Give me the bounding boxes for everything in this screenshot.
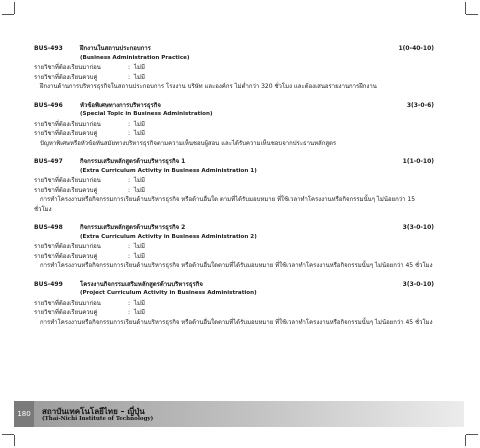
prerequisite-value: ไม่มี (134, 299, 145, 307)
course-description: ปัญหาพิเศษหรือหัวข้อทันสมัยทางบริหารธุรกิจตามความเห็นชอบผู้สอน และได้รับความเห็นชอบจากประธานหลักสูตร (40, 139, 337, 147)
course-title-english: (Project Curriculum Activity in Business Administration) (80, 290, 257, 296)
prerequisite-value: ไม่มี (134, 120, 145, 128)
course-code: BUS-493 (34, 45, 63, 52)
corequisite-row (34, 252, 434, 262)
course-title-thai: กิจกรรมเสริมหลักสูตรด้านบริหารธุรกิจ 1 (80, 158, 186, 165)
colon: : (127, 73, 131, 81)
course-title-english: (Extra Curriculum Activity in Business Administration 2) (80, 233, 257, 240)
course-entry (34, 280, 434, 328)
colon: : (127, 186, 131, 194)
course-description: การทำโครงงานหรือกิจกรรมการเรียนด้านบริหารธุรกิจ หรือด้านอื่นใดตามที่ได้รับมอบหมาย ที่ใช้เวลาทำโครงงานหรือกิจกรรมนั้นๆ ไม่น้อยกว่า 45 ชั่วโมง (40, 262, 433, 269)
course-code: BUS-498 (34, 224, 63, 231)
course-title-thai: ฝึกงานในสถานประกอบการ (80, 45, 151, 52)
corequisite-row (34, 308, 434, 318)
corequisite-label: รายวิชาที่ต้องเรียนควบคู่ (34, 130, 98, 137)
course-description: ฝึกงานด้านการบริหารธุรกิจในสถานประกอบการ โรงงาน บริษัท และองค์กร ไม่ต่ำกว่า 320 ชั่วโมง และต้องเสนอรายงานการฝึกงาน (40, 83, 377, 90)
course-entry (34, 157, 434, 214)
course-heading (34, 44, 434, 54)
course-credit: 1(0-40-10) (398, 45, 434, 52)
crop-mark-top-right-h (466, 14, 478, 15)
colon: : (127, 243, 131, 250)
course-title-thai: โครงงานกิจกรรมเสริมหลักสูตรด้านบริหารธุรกิจ (80, 280, 203, 288)
corequisite-label: รายวิชาที่ต้องเรียนควบคู่ (34, 309, 98, 316)
prerequisite-value: ไม่มี (134, 243, 145, 250)
course-credit: 3(3-0-6) (406, 101, 434, 109)
corequisite-value: ไม่มี (134, 130, 145, 137)
course-title-english: (Extra Curriculum Activity in Business Administration 1) (80, 167, 257, 174)
colon: : (127, 120, 131, 128)
course-entry (34, 101, 434, 149)
course-entry (34, 44, 434, 92)
page-number: 180 (14, 401, 34, 427)
course-credit: 3(3-0-10) (402, 224, 434, 231)
corequisite-label: รายวิชาที่ต้องเรียนควบคู่ (34, 252, 98, 260)
course-heading (34, 157, 434, 167)
corequisite-value: ไม่มี (134, 252, 145, 260)
page-footer (0, 396, 480, 432)
prerequisite-label: รายวิชาที่ต้องเรียนมาก่อน (34, 120, 101, 128)
course-title-thai: หัวข้อพิเศษทางการบริหารธุรกิจ (80, 101, 161, 109)
crop-mark-bottom-right-h (466, 434, 478, 435)
course-heading (34, 280, 434, 290)
colon: : (127, 130, 131, 137)
course-credit: 3(3-0-10) (402, 280, 434, 288)
course-code: BUS-496 (34, 101, 63, 109)
colon: : (127, 177, 131, 184)
prerequisite-label: รายวิชาที่ต้องเรียนมาก่อน (34, 243, 101, 250)
colon: : (127, 252, 131, 260)
crop-mark-bottom-left-h (2, 434, 14, 435)
course-description: การทำโครงงานหรือกิจกรรมการเรียนด้านบริหารธุรกิจ หรือด้านอื่นใด ตามที่ได้รับมอบหมาย ที่ใช้เวลาทำโครงงานหรือกิจกรรมนั้นๆ ไม่น้อยกว่า 15 ชั่วโมง (34, 196, 416, 213)
course-code: BUS-499 (34, 280, 63, 288)
corequisite-value: ไม่มี (134, 186, 145, 194)
corequisite-value: ไม่มี (134, 73, 145, 81)
institute-name-english: (Thai-Nichi Institute of Technology) (42, 416, 154, 422)
course-code: BUS-497 (34, 158, 63, 165)
course-title-english: (Business Administration Practice) (80, 54, 190, 61)
corequisite-row (34, 186, 434, 196)
corequisite-row (34, 129, 434, 139)
crop-mark-top-left-v (14, 2, 15, 14)
institute-name-thai: สถาบันเทคโนโลยีไทย – ญี่ปุ่น (42, 406, 145, 416)
course-list (34, 44, 434, 336)
course-title-english: (Special Topic in Business Administration) (80, 111, 213, 117)
colon: : (127, 309, 131, 316)
crop-mark-top-left-h (2, 14, 14, 15)
course-credit: 1(1-0-10) (402, 158, 434, 165)
course-entry (34, 223, 434, 271)
corequisite-value: ไม่มี (134, 309, 145, 316)
course-heading (34, 223, 434, 233)
prerequisite-label: รายวิชาที่ต้องเรียนมาก่อน (34, 64, 101, 71)
crop-mark-top-right-v (465, 2, 466, 14)
prerequisite-value: ไม่มี (134, 177, 145, 184)
prerequisite-row (34, 176, 434, 186)
course-description: การทำโครงงานหรือกิจกรรมการเรียนด้านบริหารธุรกิจ หรือด้านอื่นใดตามที่ได้รับมอบหมาย ที่ใช้เวลาทำโครงงานหรือกิจกรรมนั้นๆ ไม่น้อยกว่า 45 ชั่วโมง (40, 318, 433, 326)
corequisite-label: รายวิชาที่ต้องเรียนควบคู่ (34, 186, 98, 194)
crop-mark-bottom-left-v (14, 435, 15, 446)
colon: : (127, 64, 131, 71)
crop-mark-bottom-right-v (465, 435, 466, 446)
prerequisite-row (34, 299, 434, 309)
course-heading (34, 101, 434, 111)
prerequisite-row (34, 242, 434, 252)
course-title-thai: กิจกรรมเสริมหลักสูตรด้านบริหารธุรกิจ 2 (80, 224, 186, 231)
prerequisite-label: รายวิชาที่ต้องเรียนมาก่อน (34, 177, 101, 184)
colon: : (127, 299, 131, 307)
prerequisite-row (34, 120, 434, 130)
prerequisite-label: รายวิชาที่ต้องเรียนมาก่อน (34, 299, 101, 307)
corequisite-row (34, 73, 434, 83)
prerequisite-value: ไม่มี (134, 64, 145, 71)
prerequisite-row (34, 63, 434, 73)
corequisite-label: รายวิชาที่ต้องเรียนควบคู่ (34, 73, 98, 81)
